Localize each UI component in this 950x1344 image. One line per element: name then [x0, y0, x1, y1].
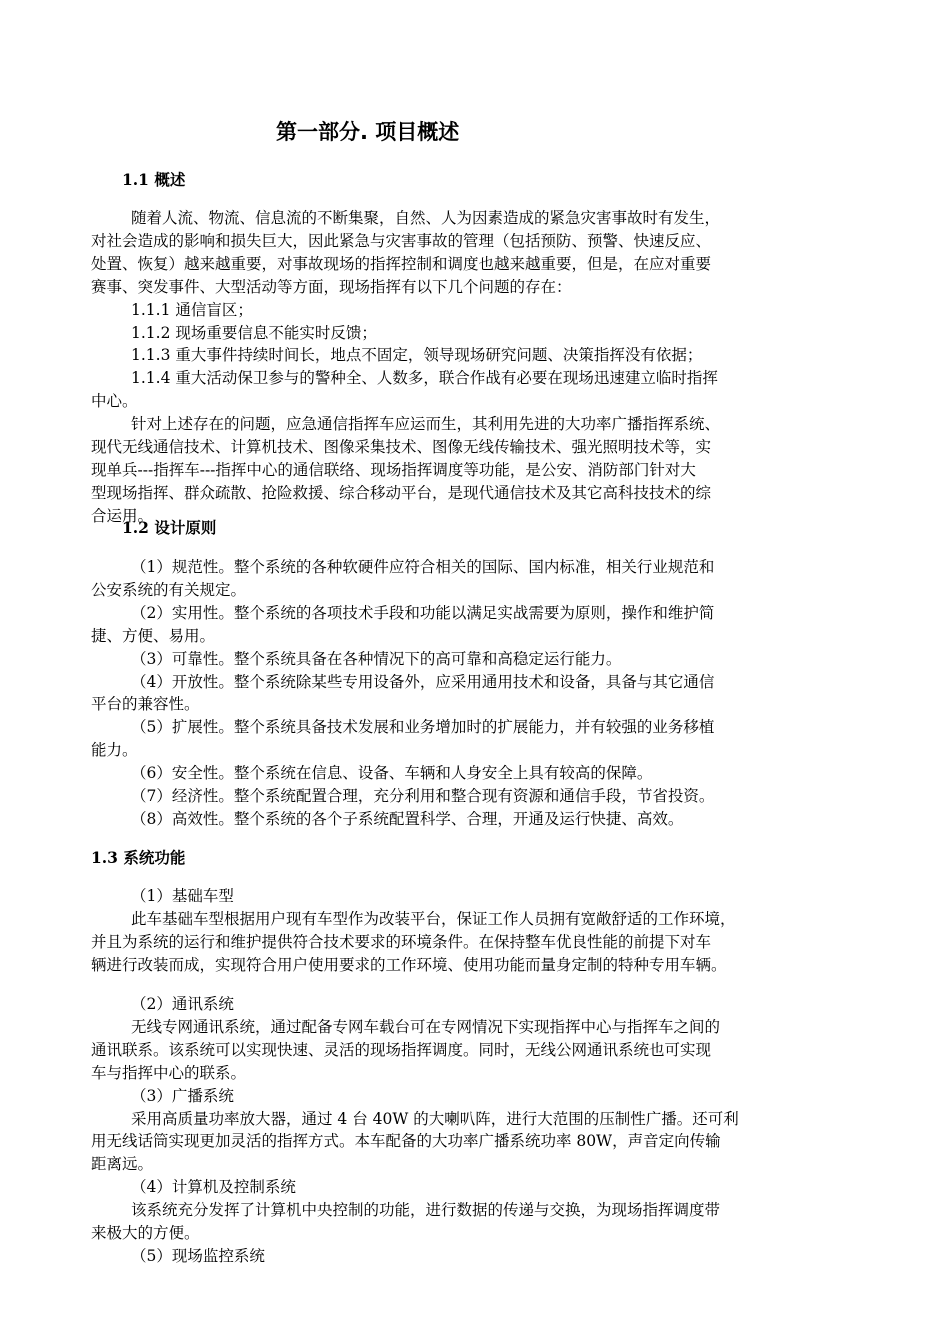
text-line: 车与指挥中心的联系。	[91, 1063, 247, 1082]
principle-line: （3）可靠性。整个系统具备在各种情况下的高可靠和高稳定运行能力。	[131, 649, 622, 668]
paragraph-design-principles	[91, 556, 866, 831]
text-line: 现代无线通信技术、计算机技术、图像采集技术、图像无线传输技术、强光照明技术等，实	[91, 438, 712, 457]
principle-line: （1）规范性。整个系统的各种软硬件应符合相关的国际、国内标准，相关行业规范和	[131, 558, 715, 576]
section-heading-1-2: 1.2 设计原则	[122, 518, 217, 537]
principle-line: （5）扩展性。整个系统具备技术发展和业务增加时的扩展能力，并有较强的业务移植	[131, 718, 715, 737]
text-line: 针对上述存在的问题，应急通信指挥车应运而生，其利用先进的大功率广播指挥系统、	[131, 415, 721, 434]
text-line: 来极大的方便。	[91, 1224, 200, 1243]
page-title: 第一部分. 项目概述	[276, 120, 460, 144]
list-item: 1.1.3 重大事件持续时间长，地点不固定，领导现场研究问题、决策指挥没有依据；	[131, 346, 703, 365]
paragraph-overview	[91, 207, 866, 528]
text-line: 型现场指挥、群众疏散、抢险救援、综合移动平台，是现代通信技术及其它高科技技术的综	[91, 483, 712, 502]
paragraph-systems	[91, 993, 866, 1268]
text-line: 通讯联系。该系统可以实现快速、灵活的现场指挥调度。同时，无线公网通讯系统也可实现	[91, 1040, 712, 1059]
subsection-label: （1）基础车型	[131, 887, 234, 905]
text-line: 对社会造成的影响和损失巨大，因此紧急与灾害事故的管理（包括预防、预警、快速反应、	[91, 231, 712, 250]
list-item: 1.1.4 重大活动保卫参与的警种全、人数多，联合作战有必要在现场迅速建立临时指挥	[131, 369, 718, 388]
text-line: 距离远。	[91, 1155, 154, 1174]
paragraph-base-vehicle	[91, 885, 866, 977]
text-line: 辆进行改装而成，实现符合用户使用要求的工作环境、使用功能而量身定制的特种专用车辆。	[91, 955, 727, 974]
principle-line: 平台的兼容性。	[91, 695, 200, 714]
principle-line: 公安系统的有关规定。	[91, 580, 247, 599]
text-line: 并且为系统的运行和维护提供符合技术要求的环境条件。在保持整车优良性能的前提下对车	[91, 932, 712, 951]
subsection-label: （4）计算机及控制系统	[131, 1178, 296, 1197]
text-line: 无线专网通讯系统，通过配备专网车载台可在专网情况下实现指挥中心与指挥车之间的	[131, 1017, 721, 1036]
list-item: 1.1.1 通信盲区；	[131, 300, 253, 319]
principle-line: 捷、方便、易用。	[91, 626, 216, 645]
list-item-continued: 中心。	[91, 392, 138, 411]
subsection-label: （3）广播系统	[131, 1086, 234, 1105]
list-item: 1.1.2 现场重要信息不能实时反馈；	[131, 323, 377, 342]
principle-line: （4）开放性。整个系统除某些专用设备外，应采用通用技术和设备，具备与其它通信	[131, 672, 715, 691]
text-line: 处置、恢复）越来越重要，对事故现场的指挥控制和调度也越来越重要，但是，在应对重要	[91, 254, 712, 273]
text-line: 用无线话筒实现更加灵活的指挥方式。本车配备的大功率广播系统功率 80W，声音定向传输	[91, 1132, 721, 1151]
principle-line: （2）实用性。整个系统的各项技术手段和功能以满足实战需要为原则，操作和维护简	[131, 603, 715, 622]
section-heading-1-3: 1.3 系统功能	[91, 848, 186, 867]
text-line: 随着人流、物流、信息流的不断集聚，自然、人为因素造成的紧急灾害事故时有发生，	[131, 209, 721, 227]
principle-line: （6）安全性。整个系统在信息、设备、车辆和人身安全上具有较高的保障。	[131, 764, 653, 783]
section-heading-1-1: 1.1 概述	[122, 170, 186, 189]
principle-line: （7）经济性。整个系统配置合理，充分利用和整合现有资源和通信手段，节省投资。	[131, 787, 715, 806]
principle-line: 能力。	[91, 741, 138, 760]
text-line: 采用高质量功率放大器，通过 4 台 40W 的大喇叭阵，进行大范围的压制性广播。还可利	[131, 1109, 739, 1128]
principle-line: （8）高效性。整个系统的各个子系统配置科学、合理，开通及运行快捷、高效。	[131, 809, 684, 828]
text-line: 现单兵---指挥车---指挥中心的通信联络、现场指挥调度等功能，是公安、消防部门针对大	[91, 460, 696, 479]
text-line: 此车基础车型根据用户现有车型作为改装平台，保证工作人员拥有宽敞舒适的工作环境，	[131, 909, 736, 928]
text-line: 合运用。	[91, 506, 154, 525]
text-line: 赛事、突发事件、大型活动等方面，现场指挥有以下几个问题的存在：	[91, 277, 572, 296]
subsection-label: （2）通讯系统	[131, 995, 234, 1013]
subsection-label: （5）现场监控系统	[131, 1246, 265, 1265]
text-line: 该系统充分发挥了计算机中央控制的功能，进行数据的传递与交换，为现场指挥调度带	[131, 1201, 721, 1220]
